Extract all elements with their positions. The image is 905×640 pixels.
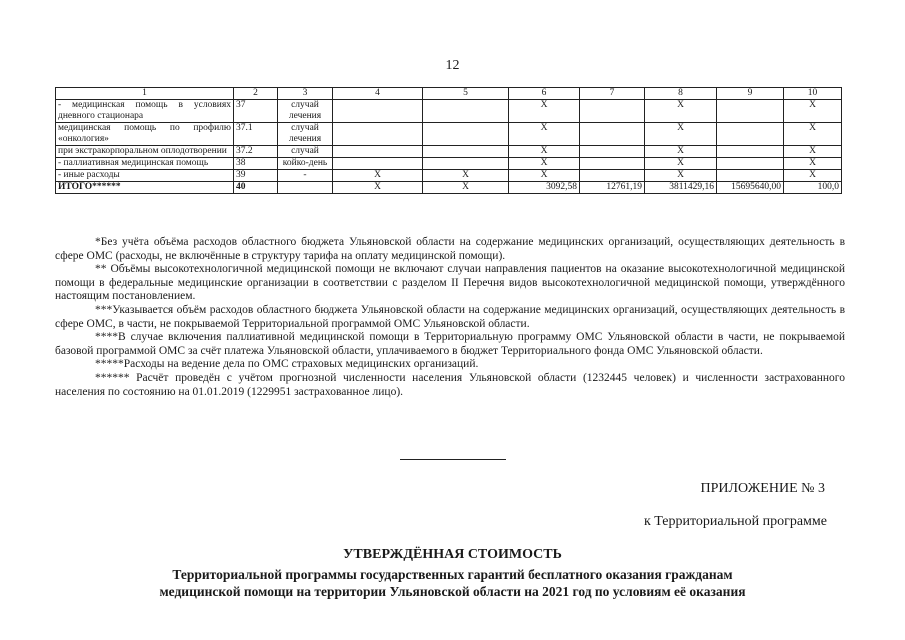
cell-col7 — [580, 146, 645, 158]
cell-col4 — [333, 146, 423, 158]
footnote: *Без учёта объёма расходов областного бюджета Ульяновской области на содержание медицинских организаций, осуществляющих деятельность в сфере ОМС (расходы, не включённые в структуру тарифа на оплату медицинской помощи). — [55, 236, 845, 262]
cell-col5: X — [423, 170, 509, 182]
cell-col4 — [333, 158, 423, 170]
cell-col4 — [333, 123, 423, 146]
cell-col8: X — [645, 100, 717, 123]
cell-col9 — [717, 146, 784, 158]
cell-col8: X — [645, 146, 717, 158]
row-unit: койко-день — [278, 158, 333, 170]
cell-col10: X — [784, 146, 842, 158]
document-subtitle — [0, 566, 905, 600]
cell-col5 — [423, 146, 509, 158]
footnote: ** Объёмы высокотехнологичной медицинской помощи не включают случаи направления пациентов на оказание высокотехнологичной медицинской помощи в федеральные медицинские организации в соответствии с разделом II Перечня видов высокотехнологичной медицинской помощи, утверждённого настоящим постановлением. — [55, 263, 845, 303]
document-title: УТВЕРЖДЁННАЯ СТОИМОСТЬ — [343, 547, 562, 562]
column-header: 8 — [645, 88, 717, 100]
total-col10: 100,0 — [784, 182, 842, 194]
row-code: 37 — [234, 100, 278, 123]
table-header-row — [56, 88, 842, 100]
row-code: 39 — [234, 170, 278, 182]
footnote: ****** Расчёт проведён с учётом прогнозной численности населения Ульяновской области (1232445 человек) и численности застрахованного населения по состоянию на 01.01.2019 (1229951 застрахованное лицо). — [55, 371, 845, 398]
total-col4: X — [333, 182, 423, 194]
cell-col8: X — [645, 170, 717, 182]
cell-col5 — [423, 158, 509, 170]
row-code: 38 — [234, 158, 278, 170]
subtitle-line: Территориальной программы государственных гарантий бесплатного оказания гражданам — [172, 567, 733, 582]
cell-col9 — [717, 123, 784, 146]
row-unit: случай — [278, 146, 333, 158]
cell-col10: X — [784, 170, 842, 182]
cell-col9 — [717, 100, 784, 123]
cell-col4: X — [333, 170, 423, 182]
total-code: 40 — [234, 182, 278, 194]
cell-col6: X — [509, 100, 580, 123]
cell-col4 — [333, 100, 423, 123]
row-code: 37.1 — [234, 123, 278, 146]
cell-col10: X — [784, 158, 842, 170]
table-row — [56, 146, 842, 158]
table-row — [56, 170, 842, 182]
row-unit: - — [278, 170, 333, 182]
cell-col7 — [580, 158, 645, 170]
total-col8: 3811429,16 — [645, 182, 717, 194]
cell-col7 — [580, 123, 645, 146]
divider-line — [400, 459, 506, 460]
row-name: - иные расходы — [56, 170, 234, 182]
subtitle-line: медицинской помощи на территории Ульяновской области на 2021 год по условиям её оказания — [159, 584, 746, 599]
total-label: ИТОГО****** — [56, 182, 234, 194]
total-row — [56, 182, 842, 194]
table-row — [56, 123, 842, 146]
row-name: при экстракорпоральном оплодотворении — [56, 146, 234, 158]
page-number: 12 — [445, 58, 460, 73]
table-row — [56, 158, 842, 170]
column-header: 6 — [509, 88, 580, 100]
row-name: - медицинская помощь в условиях дневного стационара — [56, 100, 234, 123]
cell-col6: X — [509, 146, 580, 158]
footnotes — [55, 236, 845, 399]
total-col9: 15695640,00 — [717, 182, 784, 194]
cost-table — [55, 87, 842, 194]
row-code: 37.2 — [234, 146, 278, 158]
appendix-number: ПРИЛОЖЕНИЕ № 3 — [700, 481, 825, 496]
cell-col9 — [717, 158, 784, 170]
column-header: 9 — [717, 88, 784, 100]
column-header: 10 — [784, 88, 842, 100]
cell-col8: X — [645, 123, 717, 146]
table-row — [56, 100, 842, 123]
cell-col7 — [580, 100, 645, 123]
cell-col10: X — [784, 100, 842, 123]
column-header: 7 — [580, 88, 645, 100]
row-unit: случай лечения — [278, 123, 333, 146]
column-header: 1 — [56, 88, 234, 100]
row-unit: случай лечения — [278, 100, 333, 123]
row-name: медицинская помощь по профилю «онкология» — [56, 123, 234, 146]
cell-col5 — [423, 123, 509, 146]
cell-col8: X — [645, 158, 717, 170]
cell-col6: X — [509, 158, 580, 170]
appendix-reference: к Территориальной программе — [643, 514, 827, 529]
row-name: - паллиативная медицинская помощь — [56, 158, 234, 170]
footnote: ***Указывается объём расходов областного бюджета Ульяновской области на содержание медицинских организаций, осуществляющих деятельность в сфере ОМС, в части, не покрываемой Территориальной программой ОМС Ульяновской области. — [55, 303, 845, 330]
total-col5: X — [423, 182, 509, 194]
cell-col10: X — [784, 123, 842, 146]
column-header: 5 — [423, 88, 509, 100]
cell-col5 — [423, 100, 509, 123]
column-header: 2 — [234, 88, 278, 100]
footnote: *****Расходы на ведение дела по ОМС страховых медицинских организаций. — [95, 358, 479, 371]
column-header: 4 — [333, 88, 423, 100]
column-header: 3 — [278, 88, 333, 100]
total-col6: 3092,58 — [509, 182, 580, 194]
cell-col7 — [580, 170, 645, 182]
total-col7: 12761,19 — [580, 182, 645, 194]
total-unit — [278, 182, 333, 194]
cell-col6: X — [509, 123, 580, 146]
footnote: ****В случае включения паллиативной медицинской помощи в Территориальную программу ОМС Ульяновской области в части, не покрываемой базовой программой ОМС за счёт платежа Ульяновской области, уплачиваемого в бюджет Территориального фонда ОМС Ульяновской области. — [55, 331, 845, 357]
cell-col9 — [717, 170, 784, 182]
cell-col6: X — [509, 170, 580, 182]
